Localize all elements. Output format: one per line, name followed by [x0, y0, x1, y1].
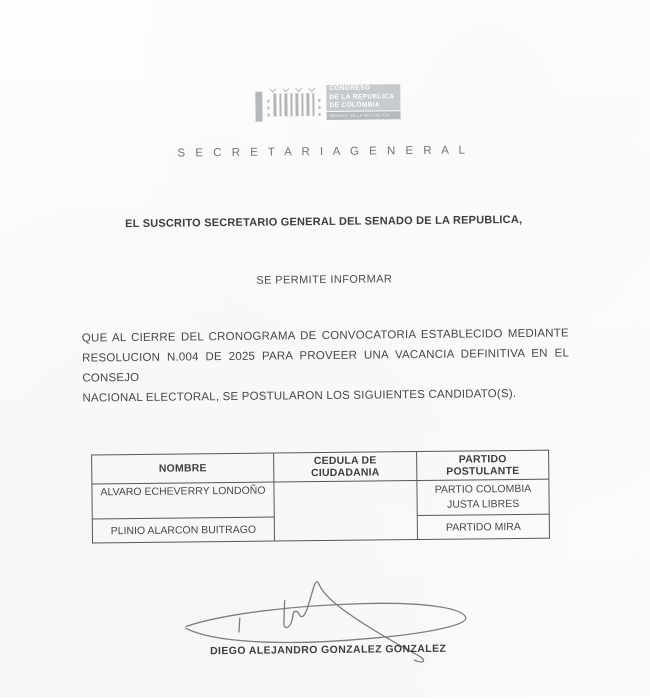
signature-icon [172, 573, 483, 676]
column-header-nombre: NOMBRE [92, 453, 274, 484]
paragraph-line-1: QUE AL CIERRE DEL CRONOGRAMA DE CONVOCATORIA ESTABLECIDO MEDIANTE [81, 327, 569, 345]
logo-dots-right-icon [318, 99, 320, 116]
logo-line-1: CONGRESO [326, 84, 400, 93]
letter-heading: EL SUSCRITO SECRETARIO GENERAL DEL SENADO DE LA REPUBLICA, [125, 213, 523, 231]
column-header-partido: PARTIDO POSTULANTE [417, 450, 549, 480]
logo-dots-left-icon [267, 100, 269, 117]
letter-subheading: SE PERMITE INFORMAR [256, 273, 393, 287]
logo-bars-icon [273, 93, 314, 116]
logo-colonnade-icon [266, 93, 321, 117]
cell-partido-2: PARTIDO MIRA [417, 514, 549, 539]
body-paragraph [82, 323, 570, 408]
cell-partido-1: PARTIO COLOMBIA JUSTA LIBRES [417, 479, 549, 515]
column-header-cedula: CEDULA DE CIUDADANIA [274, 452, 417, 482]
cell-cedula-merged [274, 481, 418, 541]
candidates-table [91, 450, 550, 544]
cell-nombre-1: ALVARO ECHEVERRY LONDOÑO [92, 482, 274, 519]
congreso-logo [255, 83, 400, 122]
logo-pillar-icon [255, 92, 262, 122]
logo-subtitle: SENADO DE LA REPUBLICA [327, 111, 401, 120]
cell-nombre-2: PLINIO ALARCON BUITRAGO [92, 517, 274, 543]
table-row [92, 479, 549, 519]
signer-name: DIEGO ALEJANDRO GONZALEZ GONZALEZ [209, 642, 447, 658]
logo-line-3: DE COLOMBIA [326, 101, 400, 110]
logo-columns-group [266, 84, 321, 117]
paragraph-line-3: NACIONAL ELECTORAL, SE POSTULARON LOS SIGUIENTES CANDIDATO(S). [82, 388, 517, 405]
logo-line-2: DE LA REPUBLICA [326, 93, 400, 102]
logo-wordmark [326, 84, 400, 119]
department-title: S E C R E T A R I A G E N E R A L [177, 144, 469, 160]
logo-stars-icon [270, 84, 321, 93]
paragraph-line-2: RESOLUCION N.004 DE 2025 PARA PROVEER UNA VACANCIA DEFINITIVA EN EL CONSEJO [82, 347, 570, 385]
